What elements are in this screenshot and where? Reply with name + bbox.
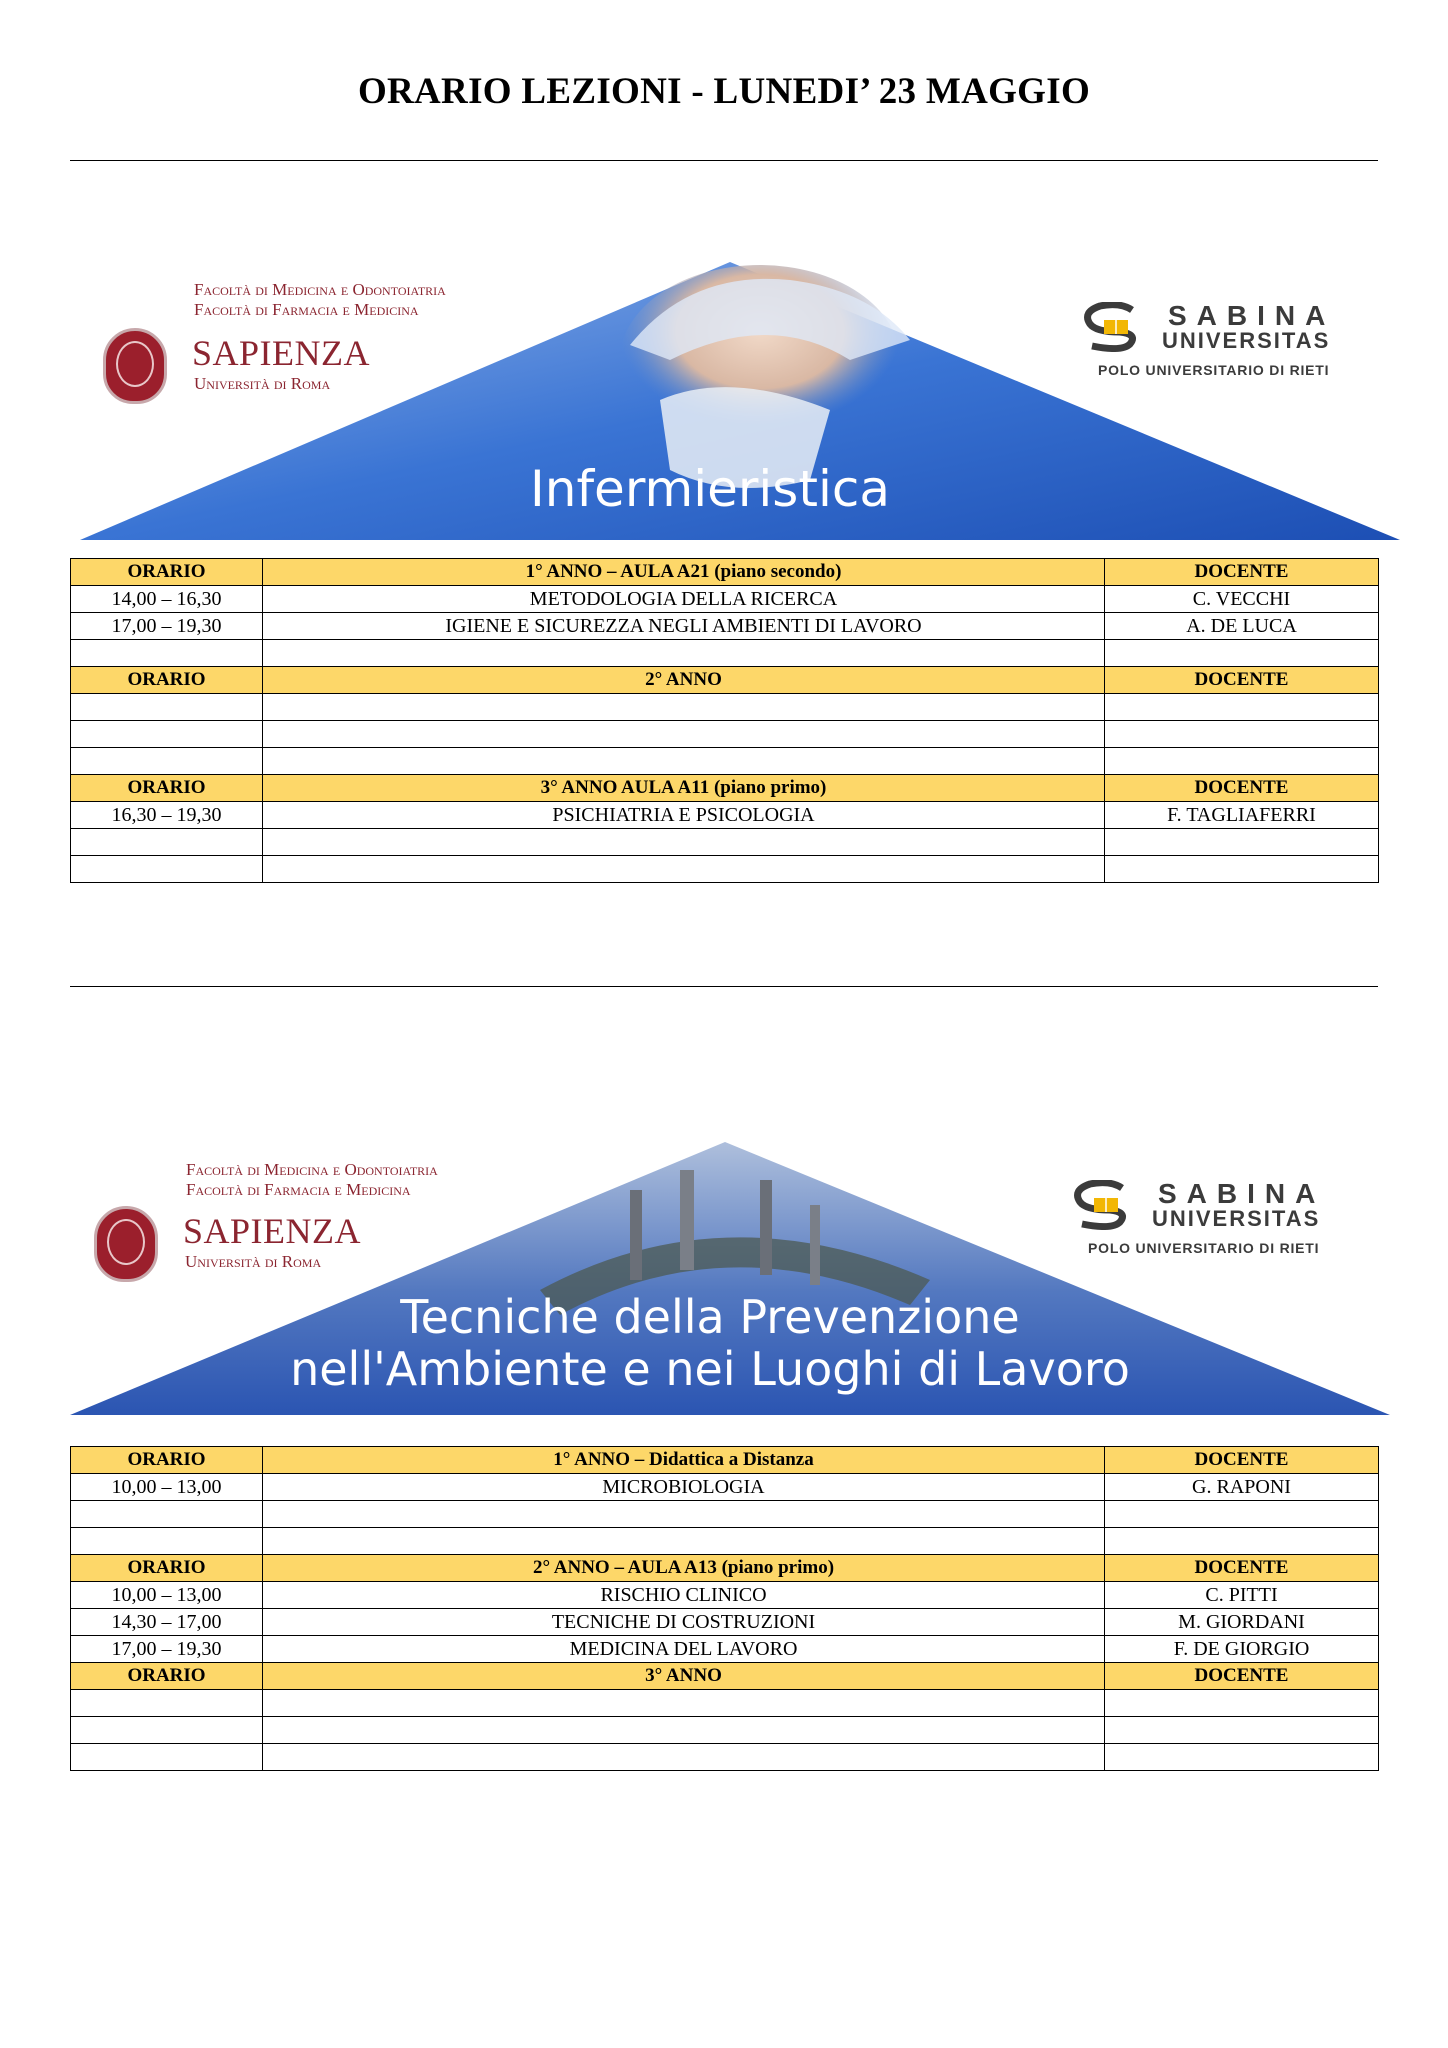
teacher-cell <box>1105 1717 1379 1744</box>
subject-cell <box>263 640 1105 667</box>
header-docente: DOCENTE <box>1105 1663 1379 1690</box>
table-row <box>71 1501 1379 1528</box>
polo-rieti-text: POLO UNIVERSITARIO DI RIETI <box>1088 1240 1320 1256</box>
teacher-cell <box>1105 721 1379 748</box>
header-year: 2° ANNO <box>263 667 1105 694</box>
subject-cell <box>263 1690 1105 1717</box>
universitas-logo-text: UNIVERSITAS <box>1162 328 1331 353</box>
time-cell <box>71 1501 263 1528</box>
teacher-cell <box>1105 1501 1379 1528</box>
subject-cell: MEDICINA DEL LAVORO <box>263 1636 1105 1663</box>
time-cell <box>71 694 263 721</box>
subject-cell <box>263 748 1105 775</box>
sapienza-logo-text: SAPIENZA <box>183 1211 362 1251</box>
subject-cell <box>263 1501 1105 1528</box>
time-cell <box>71 829 263 856</box>
teacher-cell <box>1105 1690 1379 1717</box>
subject-cell <box>263 856 1105 883</box>
subject-cell: PSICHIATRIA E PSICOLOGIA <box>263 802 1105 829</box>
teacher-cell <box>1105 1744 1379 1771</box>
header-orario: ORARIO <box>71 1447 263 1474</box>
teacher-cell: F. DE GIORGIO <box>1105 1636 1379 1663</box>
sabina-logo-text: SABINA <box>1158 1178 1326 1209</box>
teacher-cell: C. PITTI <box>1105 1582 1379 1609</box>
teacher-cell <box>1105 1528 1379 1555</box>
table-row <box>71 1474 1379 1501</box>
table-row <box>71 1528 1379 1555</box>
header-orario: ORARIO <box>71 1555 263 1582</box>
table-row <box>71 1582 1379 1609</box>
subject-cell <box>263 1528 1105 1555</box>
faculty-line-1: Facoltà di Medicina e Odontoiatria <box>186 1160 438 1179</box>
schedule-table-tecniche-prevenzione <box>70 1446 1379 1771</box>
table-row <box>71 640 1379 667</box>
teacher-cell <box>1105 640 1379 667</box>
sapienza-seal-logo <box>103 328 167 404</box>
subject-cell <box>263 1744 1105 1771</box>
header-docente: DOCENTE <box>1105 1447 1379 1474</box>
subject-cell: TECNICHE DI COSTRUZIONI <box>263 1609 1105 1636</box>
table-row <box>71 721 1379 748</box>
table-row <box>71 1744 1379 1771</box>
schedule-table-infermieristica <box>70 558 1379 883</box>
divider-top <box>70 160 1378 161</box>
subject-cell: IGIENE E SICUREZZA NEGLI AMBIENTI DI LAVORO <box>263 613 1105 640</box>
sabina-universitas-logo-icon <box>1080 302 1150 352</box>
sapienza-logo-text: SAPIENZA <box>192 333 371 373</box>
teacher-cell: A. DE LUCA <box>1105 613 1379 640</box>
course-title-line-2: nell'Ambiente e nei Luoghi di Lavoro <box>290 1342 1130 1396</box>
teacher-cell <box>1105 748 1379 775</box>
table-row <box>71 1636 1379 1663</box>
course-title-line-1: Tecniche della Prevenzione <box>400 1290 1020 1344</box>
teacher-cell <box>1105 829 1379 856</box>
table-row <box>71 586 1379 613</box>
table-row <box>71 856 1379 883</box>
time-cell <box>71 1717 263 1744</box>
time-cell: 17,00 – 19,30 <box>71 613 263 640</box>
time-cell <box>71 856 263 883</box>
teacher-cell: F. TAGLIAFERRI <box>1105 802 1379 829</box>
sabina-logo-text: SABINA <box>1168 300 1336 331</box>
header-docente: DOCENTE <box>1105 667 1379 694</box>
time-cell <box>71 721 263 748</box>
header-year: 3° ANNO AULA A11 (piano primo) <box>263 775 1105 802</box>
polo-rieti-text: POLO UNIVERSITARIO DI RIETI <box>1098 362 1330 378</box>
header-orario: ORARIO <box>71 775 263 802</box>
sabina-universitas-logo-icon <box>1070 1180 1140 1230</box>
table-row <box>71 802 1379 829</box>
faculty-line-2: Facoltà di Farmacia e Medicina <box>186 1180 411 1199</box>
subject-cell: RISCHIO CLINICO <box>263 1582 1105 1609</box>
header-docente: DOCENTE <box>1105 775 1379 802</box>
banner-tecniche-prevenzione <box>70 1130 1400 1420</box>
time-cell <box>71 1690 263 1717</box>
header-docente: DOCENTE <box>1105 559 1379 586</box>
table-header-row <box>71 667 1379 694</box>
sapienza-logo-subtitle: Università di Roma <box>185 1252 322 1271</box>
time-cell: 14,30 – 17,00 <box>71 1609 263 1636</box>
header-orario: ORARIO <box>71 667 263 694</box>
teacher-cell: G. RAPONI <box>1105 1474 1379 1501</box>
time-cell <box>71 1744 263 1771</box>
table-row <box>71 748 1379 775</box>
faculty-lines <box>194 280 446 320</box>
time-cell <box>71 1528 263 1555</box>
table-row <box>71 1690 1379 1717</box>
subject-cell <box>263 694 1105 721</box>
sapienza-logo-subtitle: Università di Roma <box>194 374 331 393</box>
faculty-line-2: Facoltà di Farmacia e Medicina <box>194 300 419 319</box>
faculty-lines <box>186 1160 438 1200</box>
time-cell: 10,00 – 13,00 <box>71 1474 263 1501</box>
time-cell <box>71 748 263 775</box>
table-row <box>71 694 1379 721</box>
course-title: Infermieristica <box>530 460 890 518</box>
table-header-row <box>71 775 1379 802</box>
time-cell: 16,30 – 19,30 <box>71 802 263 829</box>
subject-cell <box>263 1717 1105 1744</box>
universitas-logo-text: UNIVERSITAS <box>1152 1206 1321 1231</box>
subject-cell: MICROBIOLOGIA <box>263 1474 1105 1501</box>
table-header-row <box>71 1663 1379 1690</box>
subject-cell <box>263 721 1105 748</box>
table-header-row <box>71 1555 1379 1582</box>
page-title: ORARIO LEZIONI - LUNEDI’ 23 MAGGIO <box>357 71 1091 112</box>
header-orario: ORARIO <box>71 559 263 586</box>
time-cell: 10,00 – 13,00 <box>71 1582 263 1609</box>
banner-infermieristica <box>70 250 1400 540</box>
header-year: 2° ANNO – AULA A13 (piano primo) <box>263 1555 1105 1582</box>
time-cell: 14,00 – 16,30 <box>71 586 263 613</box>
time-cell: 17,00 – 19,30 <box>71 1636 263 1663</box>
divider-middle <box>70 986 1378 987</box>
teacher-cell: M. GIORDANI <box>1105 1609 1379 1636</box>
faculty-line-1: Facoltà di Medicina e Odontoiatria <box>194 280 446 299</box>
header-docente: DOCENTE <box>1105 1555 1379 1582</box>
time-cell <box>71 640 263 667</box>
table-row <box>71 613 1379 640</box>
header-orario: ORARIO <box>71 1663 263 1690</box>
header-year: 1° ANNO – AULA A21 (piano secondo) <box>263 559 1105 586</box>
teacher-cell: C. VECCHI <box>1105 586 1379 613</box>
sapienza-seal-logo <box>94 1206 158 1282</box>
subject-cell <box>263 829 1105 856</box>
table-row <box>71 829 1379 856</box>
teacher-cell <box>1105 694 1379 721</box>
header-year: 3° ANNO <box>263 1663 1105 1690</box>
table-header-row <box>71 559 1379 586</box>
table-header-row <box>71 1447 1379 1474</box>
table-row <box>71 1609 1379 1636</box>
table-row <box>71 1717 1379 1744</box>
teacher-cell <box>1105 856 1379 883</box>
header-year: 1° ANNO – Didattica a Distanza <box>263 1447 1105 1474</box>
subject-cell: METODOLOGIA DELLA RICERCA <box>263 586 1105 613</box>
